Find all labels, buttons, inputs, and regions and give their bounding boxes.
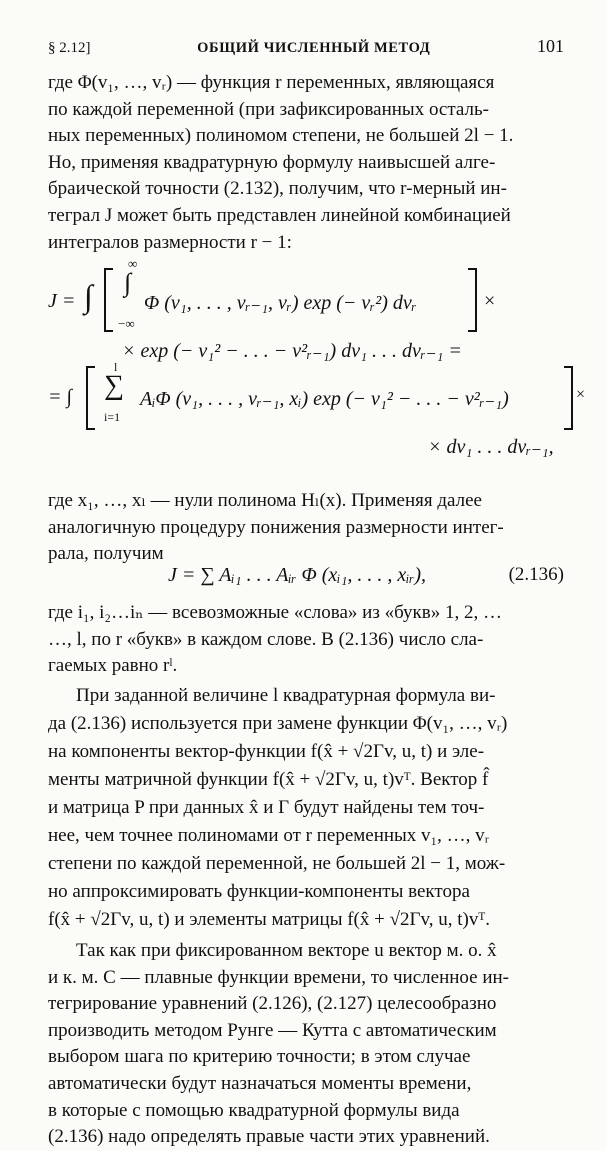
right-bracket [468, 268, 477, 332]
times-sign-2: × [576, 386, 586, 403]
limit-bottom: −∞ [118, 316, 135, 331]
sum-sign: ∑ [104, 370, 124, 401]
text-line: степени по каждой переменной, не большей 2l − 1, мож- [48, 853, 506, 874]
text-line: где Φ(v₁, …, vᵣ) — функция r переменных, являющаяся [48, 72, 495, 93]
times-sign: × [484, 290, 496, 312]
equation-number: (2.136) [508, 564, 564, 585]
text-line: При заданной величине l квадратурная формула ви- [76, 685, 496, 706]
text-line: да (2.136) используется при замене функции Φ(v₁, …, vᵣ) [48, 713, 508, 734]
eq1-lhs: J = [48, 290, 76, 312]
text-line: по каждой переменной (при зафиксированных осталь- [48, 98, 489, 120]
text-line: и матрица P при данных x̂ и Γ будут найдены тем точ- [48, 797, 485, 818]
running-title: ОБЩИЙ ЧИСЛЕННЫЙ МЕТОД [197, 40, 431, 56]
paragraph-3 [48, 600, 564, 680]
text-line: ных переменных) полиномом степени, не большей 2l − 1. [48, 125, 514, 147]
eq1-line4: × dv₁ . . . dvᵣ₋₁, [428, 436, 554, 458]
paragraph-5 [48, 938, 564, 1151]
text-line: (2.136) надо определять правые части этих уравнений. [48, 1126, 490, 1148]
equation-block-1 [48, 256, 586, 486]
text-line: аналогичную процедуру понижения размерности интег- [48, 516, 504, 538]
text-line: но аппроксимировать функции-компоненты вектора [48, 881, 470, 902]
equation-2136 [48, 564, 564, 598]
text-line: теграл J может быть представлен линейной комбинацией [48, 204, 511, 226]
integral-sign: ∫ [84, 278, 93, 314]
paragraph-2 [48, 488, 564, 568]
text-line: …, l, по r «букв» в каждом слове. В (2.136) число сла- [48, 628, 484, 650]
text-line: нее, чем точнее полиномами от r переменных v₁, …, vᵣ [48, 825, 490, 846]
text-line: и к. м. C — плавные функции времени, то численное ин- [48, 966, 509, 988]
text-line: менты матричной функции f(x̂ + √2Γv, u, t)vᵀ. Вектор f̂ [48, 769, 489, 790]
text-line: в которые с помощью квадратурной формулы вида [48, 1099, 460, 1121]
text-line: где i₁, i₂…iₙ — всевозможные «слова» из «букв» 1, 2, … [48, 602, 502, 623]
page-header [48, 36, 564, 64]
text-line: выбором шага по критерию точности; в этом случае [48, 1046, 471, 1068]
section-number: § 2.12] [48, 40, 91, 56]
text-line: где x₁, …, xₗ — нули полинома Hₗ(x). Применяя далее [48, 490, 482, 511]
eq1-line3-body: AᵢΦ (v₁, . . . , vᵣ₋₁, xᵢ) exp (− v₁² − . . . − v²ᵣ₋₁) [140, 388, 509, 410]
text-line: f(x̂ + √2Γv, u, t) и элементы матрицы f(x̂ + √2Γv, u, t)vᵀ. [48, 909, 491, 930]
text-line: тегрирование уравнений (2.126), (2.127) целесообразно [48, 993, 497, 1015]
text-line: Но, применяя квадратурную формулу наивысшей алге- [48, 151, 496, 173]
sum-lower: i=1 [104, 410, 121, 424]
paragraph-4 [48, 682, 564, 934]
text-line: на компоненты вектор-функции f(x̂ + √2Γv, u, t) и эле- [48, 741, 485, 762]
eq1-integrand: Φ (v₁, . . . , vᵣ₋₁, vᵣ) exp (− vᵣ²) dvᵣ [144, 292, 417, 314]
text-line: гаемых равно rˡ. [48, 655, 178, 677]
text-line: браической точности (2.132), получим, что r-мерный ин- [48, 178, 507, 200]
eq1-line2: × exp (− v₁² − . . . − v²ᵣ₋₁) dv₁ . . . dvᵣ₋₁ = [122, 340, 462, 362]
text-line: интегралов размерности r − 1: [48, 231, 292, 253]
left-bracket-2 [86, 366, 95, 430]
right-bracket-2 [564, 366, 573, 430]
paragraph-1 [48, 70, 564, 256]
eq1-line3-lhs: = ∫ [48, 386, 72, 408]
text-line: Так как при фиксированном векторе u вектор м. о. x̂ [76, 940, 497, 961]
limit-top: ∞ [128, 256, 138, 271]
text-line: рала, получим [48, 543, 164, 565]
inner-integral-sign: ∫ [124, 268, 132, 297]
left-bracket [104, 268, 113, 332]
page-number: 101 [537, 36, 564, 56]
text-line: производить методом Рунге — Кутта с автоматическим [48, 1019, 497, 1041]
text-line: автоматически будут назначаться моменты времени, [48, 1072, 472, 1094]
eq2-body: J = ∑ Aᵢ₁ . . . Aᵢᵣ Φ (xᵢ₁, . . . , xᵢᵣ), [168, 564, 427, 586]
sum-upper: l [114, 360, 118, 374]
